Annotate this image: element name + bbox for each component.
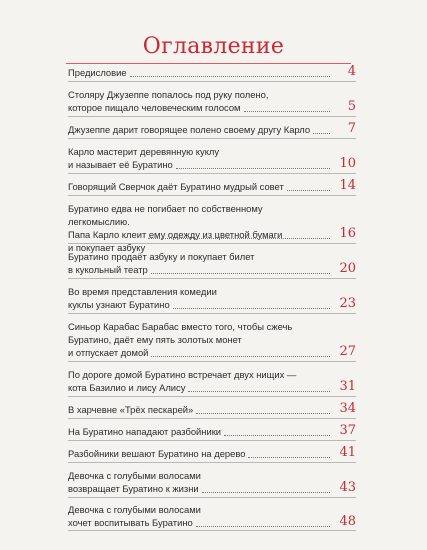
toc-entry-title	[68, 447, 326, 460]
toc-entry	[68, 463, 356, 498]
toc-entry	[68, 60, 356, 82]
toc-entry	[68, 419, 356, 441]
toc-entry-line: Папа Карло клеит ему одежду из цветной бумаги	[68, 229, 283, 240]
toc-entry	[68, 139, 356, 174]
toc-page-number: 31	[339, 379, 356, 394]
toc-entry-line: и называет её Буратино	[68, 159, 173, 170]
toc-page-number: 10	[339, 156, 356, 171]
toc-page-number: 48	[339, 514, 356, 529]
toc-entry-line: Столяру Джузеппе попалось под руку полено,	[68, 89, 269, 100]
toc-entry-line: хочет воспитывать Буратино	[68, 517, 193, 528]
toc-entry	[68, 362, 356, 397]
toc-entry-title	[68, 180, 326, 193]
toc-entry-title	[68, 66, 326, 79]
toc-entry-line: Карло мастерит деревянную куклу	[68, 146, 220, 157]
toc-entry-line: Буратино, даёт ему пять золотых монет	[68, 334, 242, 345]
toc-entry-line: Буратино едва не погибает по собственному легкомыслию.	[68, 203, 263, 227]
toc-page-number: 43	[339, 480, 356, 495]
toc-page-number: 7	[347, 121, 356, 136]
toc-page-number: 16	[339, 226, 356, 241]
toc-entry-line: Девочка с голубыми волосами	[68, 504, 201, 515]
toc-entry	[68, 196, 356, 253]
toc-entry-line: Синьор Карабас Барабас вместо того, чтобы сжечь	[68, 321, 293, 332]
toc-entry-line: Говорящий Сверчок даёт Буратино мудрый совет	[68, 181, 284, 192]
toc-entry	[68, 244, 356, 279]
toc-entry-line: По дороге домой Буратино встречает двух нищих —	[68, 369, 297, 380]
toc-page-number: 23	[339, 296, 356, 311]
toc-entry-line: Девочка с голубыми волосами	[68, 470, 201, 481]
toc-leader-dots	[151, 356, 330, 357]
toc-entry-line: Джузеппе дарит говорящее полено своему другу Карло	[68, 124, 311, 135]
toc-leader-dots	[287, 190, 330, 191]
toc-entry	[68, 82, 356, 117]
toc-leader-dots	[202, 492, 330, 493]
toc-entry	[68, 498, 356, 531]
toc-leader-dots	[130, 76, 330, 77]
toc-leader-dots	[224, 435, 330, 436]
toc-entry	[68, 314, 356, 362]
toc-entry	[68, 174, 356, 196]
toc-leader-dots	[151, 273, 330, 274]
toc-leader-dots	[173, 308, 330, 309]
toc-entry-line: Разбойники вешают Буратино на дерево	[68, 448, 246, 459]
toc-leader-dots	[188, 391, 330, 392]
toc-leader-dots	[176, 168, 330, 169]
toc-entry-line: Предисловие	[68, 67, 127, 78]
toc-entry	[68, 397, 356, 419]
toc-entry-line: и отпускает домой	[68, 347, 149, 358]
toc-page-number: 14	[339, 178, 356, 193]
toc-entry-title	[68, 123, 326, 136]
toc-entry-line: В харчевне «Трёх пескарей»	[68, 404, 194, 415]
toc-title: Оглавление	[142, 34, 285, 59]
toc-entry-line: кота Базилио и лису Алису	[68, 382, 186, 393]
toc-page-number: 27	[339, 344, 356, 359]
toc-leader-dots	[244, 111, 330, 112]
toc-leader-dots	[148, 238, 330, 239]
toc-entry-title	[68, 403, 326, 416]
toc-page-number: 41	[339, 445, 356, 460]
toc-leader-dots	[196, 413, 330, 414]
toc-entry-line: На Буратино нападают разбойники	[68, 426, 222, 437]
toc-entry-line: в кукольный театр	[68, 264, 148, 275]
toc-page-number: 5	[347, 99, 356, 114]
toc-leader-dots	[196, 526, 330, 527]
toc-entry-line: и покупает азбуку	[68, 242, 146, 253]
toc-list	[68, 60, 356, 531]
toc-entry-title	[68, 425, 326, 438]
toc-entry-title	[68, 320, 326, 359]
toc-entry-line: Во время представления комедии	[68, 286, 217, 297]
toc-entry	[68, 279, 356, 314]
toc-entry-line: возвращает Буратино к жизни	[68, 483, 199, 494]
toc-entry	[68, 117, 356, 139]
toc-page-number: 37	[339, 423, 356, 438]
toc-entry-line: Буратино продаёт азбуку и покупает билет	[68, 251, 255, 262]
toc-leader-dots	[248, 457, 330, 458]
toc-entry-line: куклы узнают Буратино	[68, 299, 170, 310]
toc-entry	[68, 441, 356, 463]
toc-page-number: 34	[339, 401, 356, 416]
toc-entry-line: которое пищало человеческим голосом	[68, 102, 241, 113]
toc-page-number: 20	[339, 261, 356, 276]
toc-page-number: 4	[347, 64, 356, 79]
